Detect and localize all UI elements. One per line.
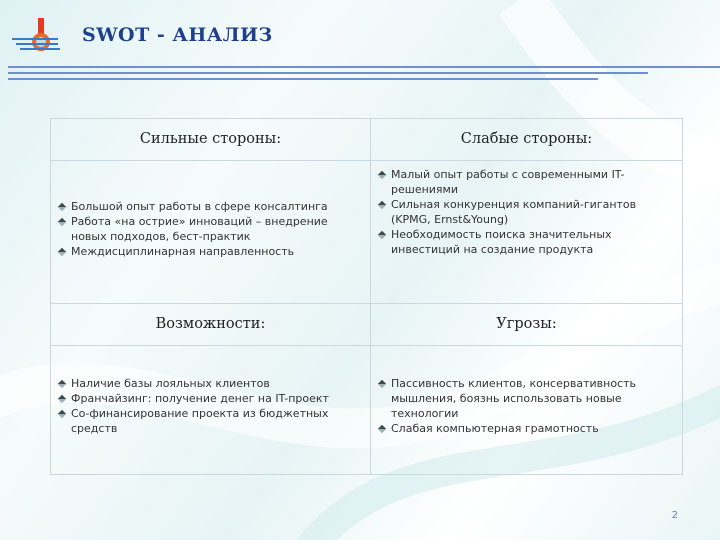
title-divider-line [8,78,598,80]
list-item: Слабая компьютерная грамотность [391,421,678,436]
list-item: Наличие базы лояльных клиентов [71,376,366,391]
title-divider-line [8,66,720,68]
slide-title: SWOT - АНАЛИЗ [82,24,273,46]
list-item: Со-финансирование проекта из бюджетных средств [71,406,366,436]
strengths-cell [51,161,371,304]
threats-header: Угрозы: [371,304,683,346]
threats-list [371,346,682,436]
weaknesses-list [371,161,682,257]
list-item: Необходимость поиска значительных инвестиций на создание продукта [391,227,678,257]
list-item: Сильная конкуренция компаний-гигантов (KPMG, Ernst&Young) [391,197,678,227]
weaknesses-cell [371,161,683,304]
opportunities-cell [51,346,371,475]
page-number: 2 [671,510,678,521]
list-item: Пассивность клиентов, консервативность мышления, боязнь использовать новые технологии [391,376,678,421]
strengths-list [51,161,370,259]
opportunities-list [51,346,370,436]
swot-table [50,118,683,475]
company-logo [10,16,70,56]
list-item: Малый опыт работы с современными IT-решениями [391,167,678,197]
strengths-header: Сильные стороны: [51,119,371,161]
list-item: Работа «на острие» инноваций – внедрение новых подходов, бест-практик [71,214,366,244]
weaknesses-header: Слабые стороны: [371,119,683,161]
list-item: Большой опыт работы в сфере консалтинга [71,199,366,214]
threats-cell [371,346,683,475]
list-item: Франчайзинг: получение денег на IT-проект [71,391,366,406]
opportunities-header: Возможности: [51,304,371,346]
title-divider-line [8,72,648,74]
list-item: Междисциплинарная направленность [71,244,366,259]
